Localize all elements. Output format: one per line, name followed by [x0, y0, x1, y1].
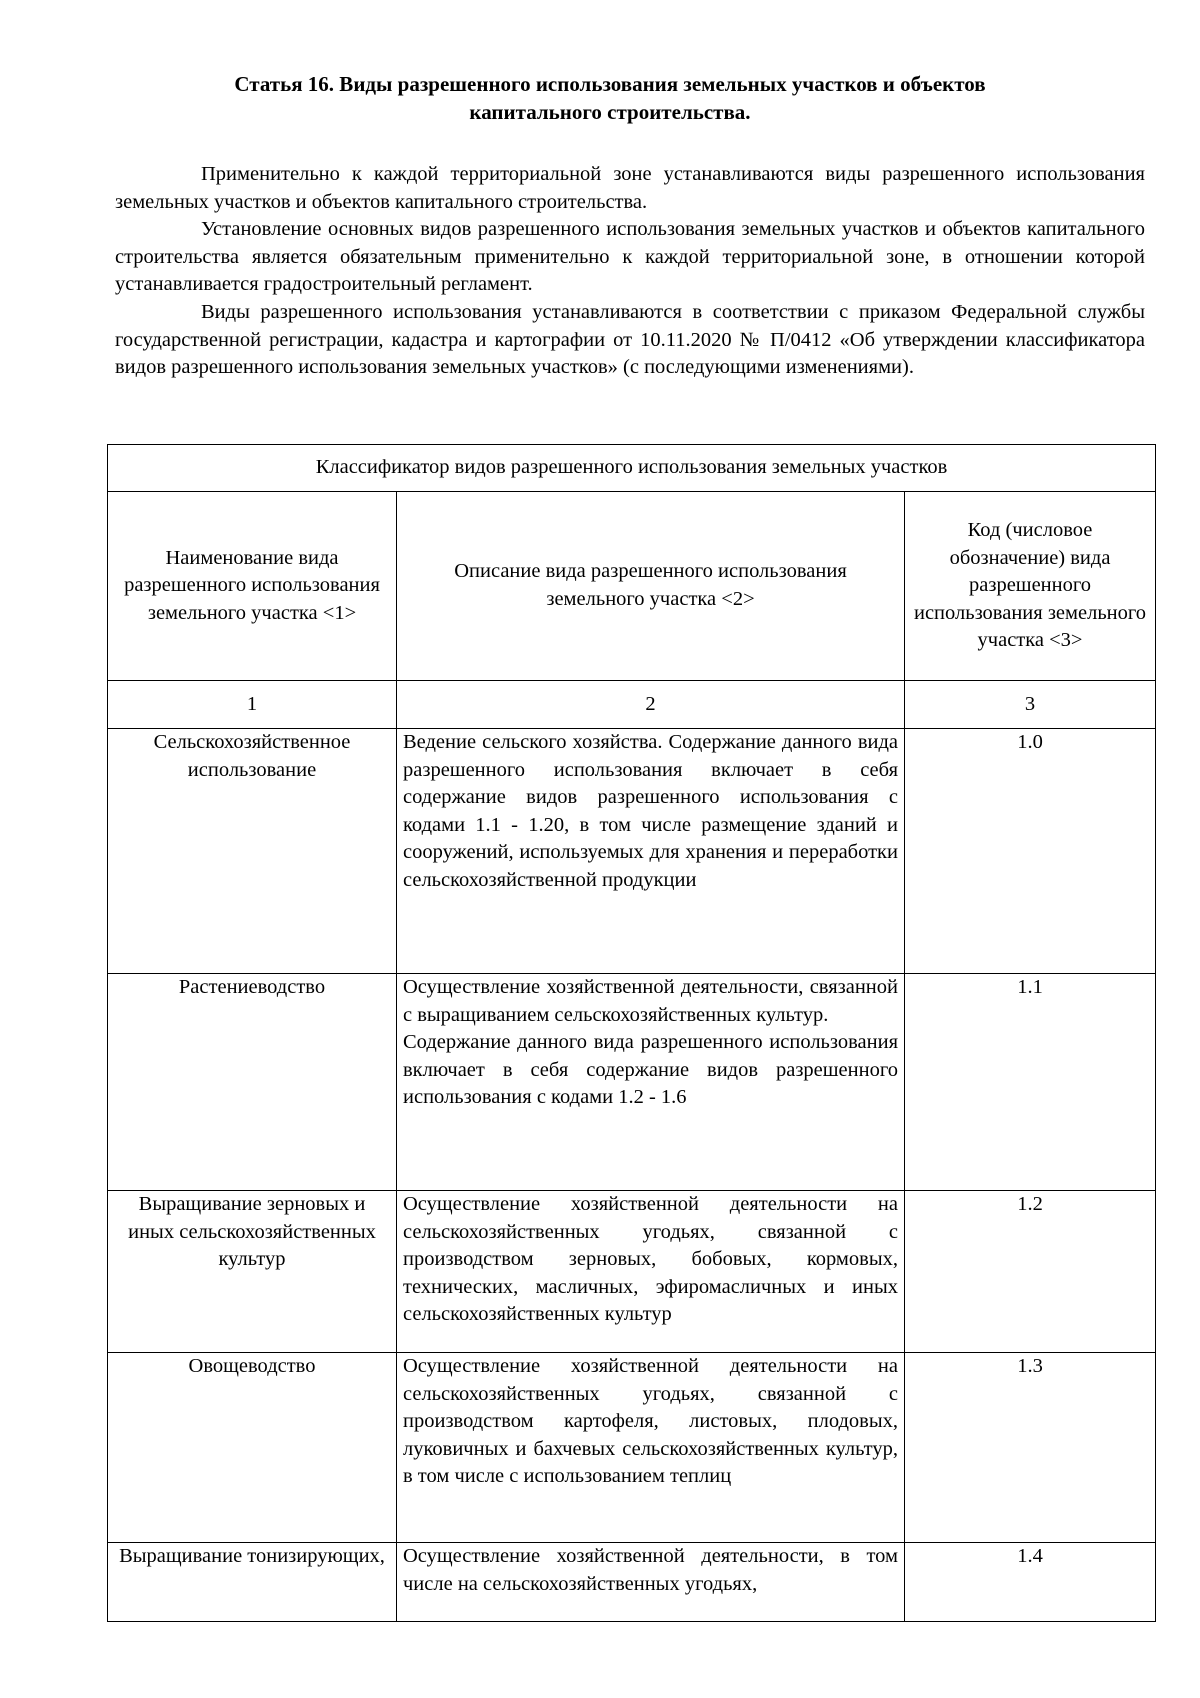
column-numbers-row: [108, 681, 1156, 729]
classifier-table: [107, 444, 1156, 1622]
paragraph-1: Применительно к каждой территориальной зоне устанавливаются виды разрешенного использования земельных участков и объектов капитального строительства.: [115, 163, 1145, 213]
row-name: Сельскохозяйственное использование: [108, 729, 397, 974]
table-caption: Классификатор видов разрешенного использования земельных участков: [108, 445, 1156, 492]
row-description: Ведение сельского хозяйства. Содержание данного вида разрешенного использования включает в себя содержание видов разрешенного использования с кодами 1.1 - 1.20, в том числе размещение зданий и сооружений, используемых для хранения и переработки сельскохозяйственной продукции: [397, 729, 905, 974]
table-row: [108, 974, 1156, 1191]
article-title-line-1: Статья 16. Виды разрешенного использования земельных участков и объектов: [234, 72, 986, 96]
row-description: [397, 974, 905, 1191]
row-description: Осуществление хозяйственной деятельности на сельскохозяйственных угодьях, связанной с производством зерновых, бобовых, кормовых, технических, масличных, эфиромасличных и иных сельскохозяйственных культур: [397, 1191, 905, 1353]
paragraph-2: Установление основных видов разрешенного использования земельных участков и объектов капитального строительства является обязательным применительно к каждой территориальной зоне, в отношении которой устанавливается градостроительный регламент.: [115, 218, 1145, 296]
table-caption-row: [108, 445, 1156, 492]
column-number-3: 3: [905, 681, 1156, 729]
row-description-part-2: Содержание данного вида разрешенного использования включает в себя содержание видов разрешенного использования с кодами 1.2 - 1.6: [403, 1031, 898, 1109]
header-name: Наименование вида разрешенного использования земельного участка <1>: [108, 492, 397, 681]
article-title-line-2: капитального строительства.: [469, 100, 751, 124]
table-header-row: [108, 492, 1156, 681]
table-row: [108, 1353, 1156, 1543]
row-code: 1.4: [905, 1543, 1156, 1622]
row-name: Растениеводство: [108, 974, 397, 1191]
row-description: Осуществление хозяйственной деятельности на сельскохозяйственных угодьях, связанной с производством картофеля, листовых, плодовых, луковичных и бахчевых сельскохозяйственных культур, в том числе с использованием теплиц: [397, 1353, 905, 1543]
row-name: Овощеводство: [108, 1353, 397, 1543]
table-row: [108, 1191, 1156, 1353]
table-row: [108, 729, 1156, 974]
header-code: Код (числовое обозначение) вида разрешенного использования земельного участка <3>: [905, 492, 1156, 681]
column-number-2: 2: [397, 681, 905, 729]
row-code: 1.1: [905, 974, 1156, 1191]
paragraph-3: Виды разрешенного использования устанавливаются в соответствии с приказом Федеральной службы государственной регистрации, кадастра и картографии от 10.11.2020 № П/0412 «Об утверждении классификатора видов разрешенного использования земельных участков» (с последующими изменениями).: [115, 300, 1145, 379]
row-name: Выращивание тонизирующих,: [108, 1543, 397, 1622]
intro-paragraphs: [115, 161, 1145, 382]
row-name: Выращивание зерновых и иных сельскохозяйственных культур: [108, 1191, 397, 1353]
row-description: Осуществление хозяйственной деятельности, в том числе на сельскохозяйственных угодьях,: [397, 1543, 905, 1622]
row-code: 1.2: [905, 1191, 1156, 1353]
article-title: [110, 70, 1110, 126]
table-row: [108, 1543, 1156, 1622]
header-description: Описание вида разрешенного использования земельного участка <2>: [397, 492, 905, 681]
row-code: 1.0: [905, 729, 1156, 974]
column-number-1: 1: [108, 681, 397, 729]
row-description-part-1: Осуществление хозяйственной деятельности, связанной с выращиванием сельскохозяйственных культур.: [403, 976, 898, 1026]
row-code: 1.3: [905, 1353, 1156, 1543]
